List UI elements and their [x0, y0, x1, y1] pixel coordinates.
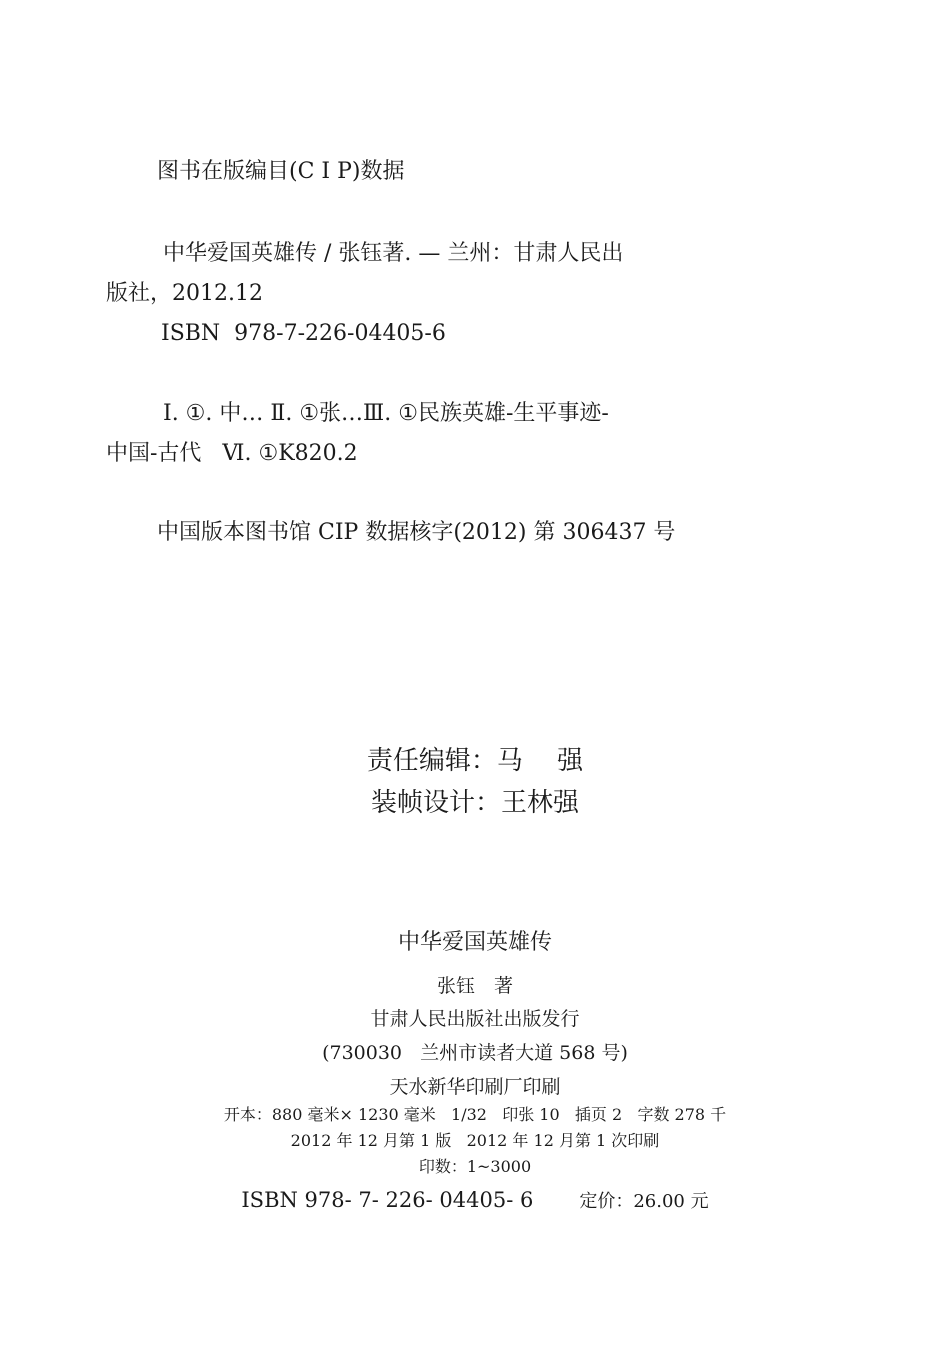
publisher: 甘肃人民出版社出版发行 — [370, 1008, 580, 1030]
edition-info: 2012 年 12 月第 1 版 2012 年 12 月第 1 次印刷 — [290, 1131, 660, 1150]
book-author: 张钰 著 — [436, 975, 513, 997]
cover-designer: 装帧设计：王林强 — [370, 788, 579, 818]
isbn-price-line — [0, 1190, 950, 1211]
book-title: 中华爱国英雄传 — [397, 930, 552, 955]
print-run: 印数：1~3000 — [418, 1157, 532, 1176]
responsible-editor: 责任编辑：马 强 — [366, 746, 584, 776]
imprint-isbn: ISBN 978- 7- 226- 04405- 6 — [241, 1188, 534, 1212]
printer: 天水新华印刷厂印刷 — [389, 1076, 561, 1098]
cip-record-line-2: 版社，2012.12 — [106, 281, 263, 306]
cip-subject-line-1: Ⅰ. ①. 中… Ⅱ. ①张…Ⅲ. ①民族英雄-生平事迹- — [163, 401, 609, 426]
cip-library-note: 中国版本图书馆 CIP 数据核字(2012) 第 306437 号 — [157, 520, 676, 545]
cip-subject-line-2: 中国-古代 Ⅵ. ①K820.2 — [106, 441, 358, 466]
cip-heading: 图书在版编目(C I P)数据 — [157, 159, 405, 184]
cip-isbn: ISBN 978-7-226-04405-6 — [161, 321, 446, 346]
price: 定价：26.00 元 — [579, 1191, 709, 1212]
cip-record-line-1: 中华爱国英雄传 / 张钰著. — 兰州：甘肃人民出 — [163, 241, 624, 266]
book-specs: 开本：880 毫米× 1230 毫米 1/32 印张 10 插页 2 字数 278 千 — [223, 1105, 727, 1124]
publisher-address: (730030 兰州市读者大道 568 号) — [322, 1042, 628, 1064]
